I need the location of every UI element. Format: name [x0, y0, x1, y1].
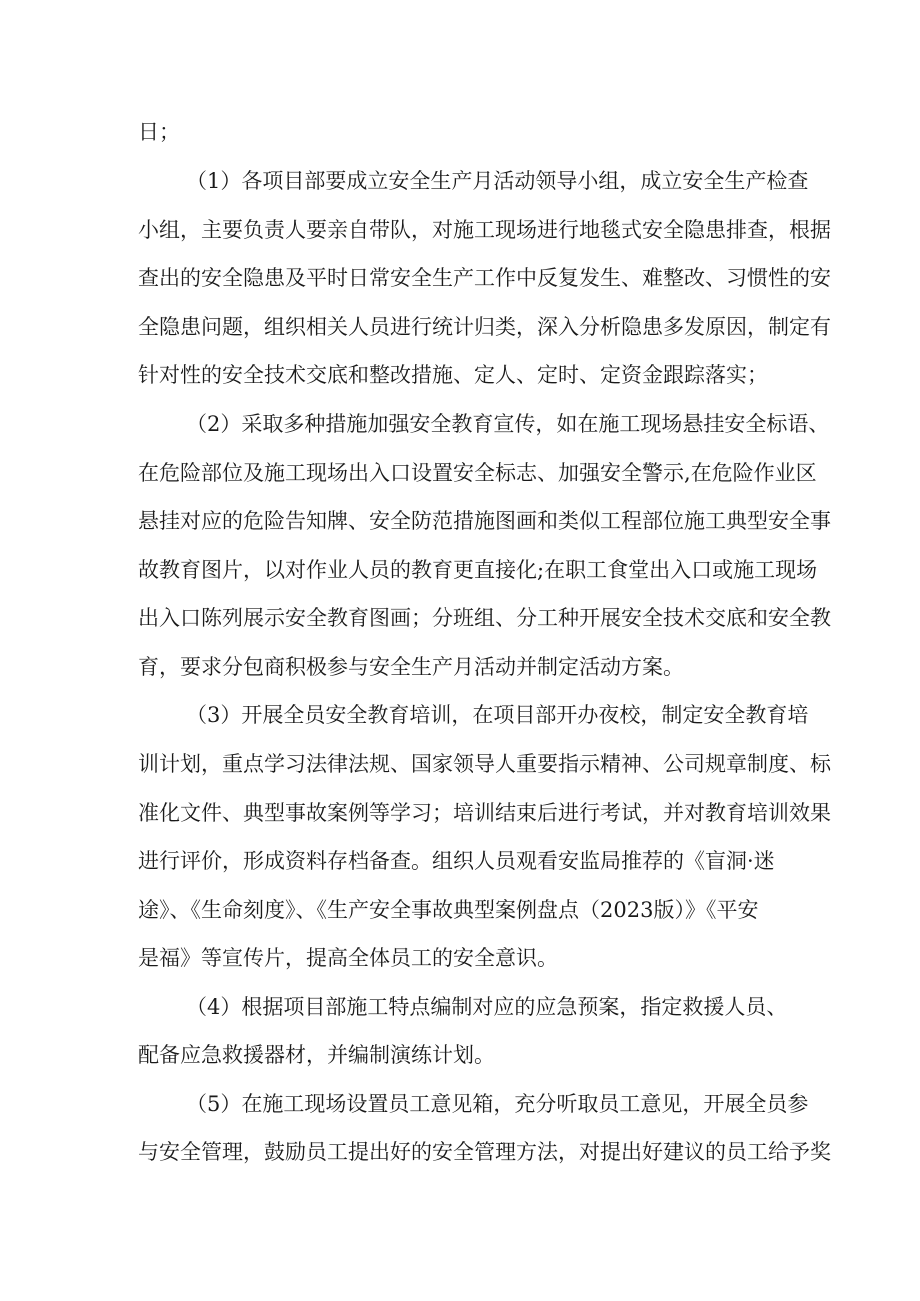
text-line: 出入口陈列展示安全教育图画；分班组、分工种开展安全技术交底和安全教 — [138, 606, 831, 630]
paragraph-1-line: （1）各项目部要成立安全生产月活动领导小组，成立安全生产检查 — [186, 169, 809, 193]
text-line: 全隐患问题，组织相关人员进行统计归类，深入分析隐患多发原因，制定有 — [138, 315, 831, 339]
text-line: 准化文件、典型事故案例等学习；培训结束后进行考试，并对教育培训效果 — [138, 801, 831, 825]
paragraph-5-line: （5）在施工现场设置员工意见箱，充分听取员工意见，开展全员参 — [186, 1092, 809, 1116]
text-line: 进行评价，形成资料存档备查。组织人员观看安监局推荐的《盲洞·迷 — [138, 849, 775, 873]
text-line: 是福》等宣传片，提高全体员工的安全意识。 — [138, 946, 558, 970]
paragraph-3-line: （3）开展全员安全教育培训，在项目部开办夜校，制定安全教育培 — [186, 703, 809, 727]
paragraph-4-line: （4）根据项目部施工特点编制对应的应急预案，指定救援人员、 — [186, 995, 788, 1019]
text-line: 训计划，重点学习法律法规、国家领导人重要指示精神、公司规章制度、标 — [138, 752, 831, 776]
text-line: 育，要求分包商积极参与安全生产月活动并制定活动方案。 — [138, 655, 684, 679]
text-line: 故教育图片，以对作业人员的教育更直接化;在职工食堂出入口或施工现场 — [138, 558, 818, 582]
text-line: 查出的安全隐患及平时日常安全生产工作中反复发生、难整改、习惯性的安 — [138, 266, 831, 290]
text-line: 悬挂对应的危险告知牌、安全防范措施图画和类似工程部位施工典型安全事 — [138, 509, 831, 533]
paragraph-2-line: （2）采取多种措施加强安全教育宣传，如在施工现场悬挂安全标语、 — [186, 412, 830, 436]
text-line: 与安全管理，鼓励员工提出好的安全管理方法，对提出好建议的员工给予奖 — [138, 1140, 831, 1164]
text-line: 在危险部位及施工现场出入口设置安全标志、加强安全警示,在危险作业区 — [138, 461, 817, 485]
text-line: 日； — [138, 120, 180, 144]
text-line: 配备应急救援器材，并编制演练计划。 — [138, 1043, 495, 1067]
text-line: 针对性的安全技术交底和整改措施、定人、定时、定资金跟踪落实； — [138, 363, 768, 387]
text-line: 途》、《生命刻度》、《生产安全事故典型案例盘点（2023版）》《平安 — [138, 898, 759, 922]
text-line: 小组，主要负责人要亲自带队，对施工现场进行地毯式安全隐患排查，根据 — [138, 218, 831, 242]
